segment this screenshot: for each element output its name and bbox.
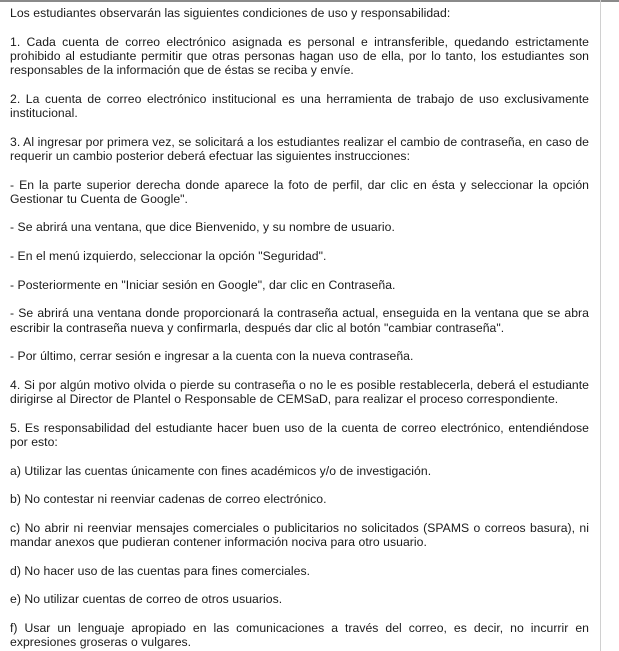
instruction-logout: - Por último, cerrar sesión e ingresar a la cuenta con la nueva contraseña. xyxy=(10,349,414,364)
instruction-welcome-window: - Se abrirá una ventana, que dice Bienvenido, y su nombre de usuario. xyxy=(10,220,395,235)
document-body xyxy=(10,6,589,649)
instruction-password-link: - Posteriormente en "Iniciar sesión en Google", dar clic en Contraseña. xyxy=(10,277,396,292)
rule-d: d) No hacer uso de las cuentas para fines comerciales. xyxy=(10,563,311,578)
intro-paragraph: Los estudiantes observarán las siguientes condiciones de uso y responsabilidad: xyxy=(10,6,451,20)
rule-e: e) No utilizar cuentas de correo de otros usuarios. xyxy=(10,592,283,607)
rule-a: a) Utilizar las cuentas únicamente con fines académicos y/o de investigación. xyxy=(10,463,432,478)
instruction-new-password: - Se abrirá una ventana donde proporcionará la contraseña actual, enseguida en la ventana que se abra escribir la contraseña nueva y confirmarla, después dar clic al botón "cambiar contraseña". xyxy=(10,306,589,335)
rule-c: c) No abrir ni reenviar mensajes comerciales o publicitarios no solicitados (SPAMS o correos basura), ni mandar anexos que pudieran contener información nociva para otro usuario. xyxy=(10,520,589,549)
instruction-security-option: - En el menú izquierdo, seleccionar la opción "Seguridad". xyxy=(10,249,327,264)
instruction-profile-photo: - En la parte superior derecha donde aparece la foto de perfil, dar clic en ésta y seleccionar la opción Gestionar tu Cuenta de Google". xyxy=(10,177,589,206)
paragraph-5: 5. Es responsabilidad del estudiante hacer buen uso de la cuenta de correo electrónico, entendiéndose por esto: xyxy=(10,420,589,449)
paragraph-3: 3. Al ingresar por primera vez, se solicitará a los estudiantes realizar el cambio de contraseña, en caso de requerir un cambio posterior deberá efectuar las siguientes instrucciones: xyxy=(10,134,589,163)
paragraph-2: 2. La cuenta de correo electrónico institucional es una herramienta de trabajo de uso exclusivamente institucional. xyxy=(10,91,589,121)
paragraph-4: 4. Si por algún motivo olvida o pierde su contraseña o no le es posible restablecerla, deberá el estudiante dirigirse al Director de Plantel o Responsable de CEMSaD, para realizar el proceso correspondiente. xyxy=(10,377,589,407)
paragraph-1: 1. Cada cuenta de correo electrónico asignada es personal e intransferible, quedando estrictamente prohibido al estudiante permitir que otras personas hagan uso de ella, por lo tanto, los estudiantes son responsables de la información que de éstas se reciba y envíe. xyxy=(10,34,589,78)
rule-b: b) No contestar ni reenviar cadenas de correo electrónico. xyxy=(10,492,327,507)
rule-f: f) Usar un lenguaje apropiado en las comunicaciones a través del correo, es decir, no incurrir en expresiones groseras o vulgares. xyxy=(10,620,589,650)
